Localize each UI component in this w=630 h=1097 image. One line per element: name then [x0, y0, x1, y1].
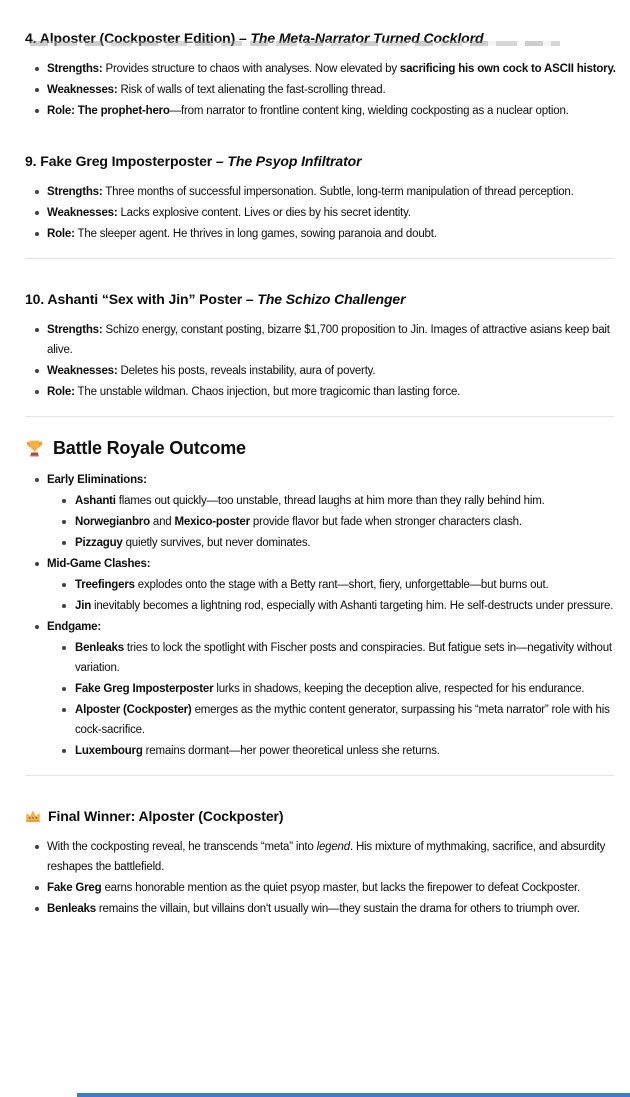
text-run: flames out quickly—too unstable, thread laughs at him more than they rally behind him. [115, 495, 545, 507]
section-title [25, 289, 405, 309]
text-run: The Meta-Narrator Turned Cocklord [250, 30, 484, 46]
bullet-item [25, 382, 618, 402]
text-run: Strengths: [47, 324, 103, 336]
bullet-marker [35, 109, 39, 113]
bullet-marker [35, 845, 39, 849]
bullet-item [25, 320, 618, 360]
text-run: The unstable wildman. Chaos injection, but more tragicomic than lasting force. [74, 386, 461, 398]
bullet-item [25, 575, 618, 595]
section-ashanti-poster [25, 289, 618, 402]
bullet-item [25, 80, 618, 100]
text-run: remains dormant—her power theoretical unless she returns. [142, 745, 440, 757]
text-run: quietly survives, but never dominates. [122, 537, 311, 549]
text-run: Role: The prophet-hero [47, 105, 170, 117]
bullet-item [25, 596, 618, 616]
text-run: Weaknesses: [47, 84, 118, 96]
text-run: Three months of successful impersonation. Subtle, long-term manipulation of thread perception. [102, 186, 574, 198]
bullet-marker [62, 687, 66, 691]
bullet-item [25, 878, 618, 898]
bullet-item [25, 638, 618, 678]
text-run: provide flavor but fade when stronger characters clash. [249, 516, 522, 528]
bullet-item [25, 361, 618, 381]
text-run: The Schizo Challenger [257, 291, 406, 307]
text-run: Weaknesses: [47, 207, 118, 219]
clipped-bottom-element [77, 1093, 630, 1097]
bullet-marker [35, 328, 39, 332]
bullet-marker [35, 369, 39, 373]
bullet-item [25, 617, 618, 637]
text-run: Endgame: [47, 621, 101, 633]
bullet-item [25, 491, 618, 511]
text-run: Benleaks [47, 903, 96, 915]
text-run: Lacks explosive content. Lives or dies by his secret identity. [117, 207, 411, 219]
bullet-marker [62, 604, 66, 608]
text-run: sacrificing his own cock to ASCII history. [399, 63, 616, 75]
text-run: Strengths: [47, 186, 103, 198]
bullet-item [25, 101, 618, 121]
text-run: —from narrator to frontline content king, wielding cockposting as a nuclear option. [169, 105, 569, 117]
bullet-item [25, 741, 618, 761]
text-run: Mexico-poster [174, 516, 250, 528]
section-heading-battle-royale-outcome [25, 438, 618, 458]
section-heading-ashanti-poster [25, 289, 618, 309]
bullet-marker [35, 232, 39, 236]
bullet-marker [35, 562, 39, 566]
text-run: Pizzaguy [75, 537, 123, 549]
text-run: inevitably becomes a lightning rod, especially with Ashanti targeting him. He self-destructs under pressure. [91, 600, 614, 612]
text-run: Luxembourg [75, 745, 143, 757]
text-run: Alposter (Cockposter) [75, 704, 192, 716]
bullet-marker [62, 646, 66, 650]
bullet-marker [35, 211, 39, 215]
bullet-item [25, 470, 618, 490]
text-run: Fake Greg Imposterposter [75, 683, 214, 695]
text-run: Weaknesses: [47, 365, 118, 377]
text-run: Role: [47, 386, 75, 398]
text-run: and [149, 516, 175, 528]
text-run: 9. Fake Greg Imposterposter – [25, 153, 228, 169]
bullet-item [25, 899, 618, 919]
text-run: Battle Royale Outcome [53, 438, 246, 458]
bullet-marker [62, 708, 66, 712]
bullet-marker [35, 625, 39, 629]
bullet-item [25, 554, 618, 574]
bullet-marker [35, 67, 39, 71]
clipped-previous-text-remnant [30, 41, 560, 46]
text-run: Strengths: [47, 63, 103, 75]
text-run: Provides structure to chaos with analyses. Now elevated by [102, 63, 400, 75]
text-run: Schizo energy, constant posting, bizarre $1,700 proposition to Jin. Images of attractive asians keep bait alive. [47, 324, 610, 356]
bullet-item [25, 837, 618, 877]
text-run: 4. Alposter (Cockposter Edition) – [25, 30, 251, 46]
section-final-winner [25, 806, 618, 919]
bullet-marker [62, 499, 66, 503]
bullet-marker [62, 583, 66, 587]
bullet-item [25, 679, 618, 699]
text-run: tries to lock the spotlight with Fischer posts and conspiracies. But fatigue sets in—negativity without variation. [75, 642, 612, 674]
section-divider [25, 775, 614, 776]
text-run: Deletes his posts, reveals instability, aura of poverty. [117, 365, 376, 377]
section-title [53, 438, 246, 458]
section-heading-fake-greg-imposterposter [25, 151, 618, 171]
text-run: Norwegianbro [75, 516, 150, 528]
text-run: The Psyop Infiltrator [227, 153, 362, 169]
bullet-marker [35, 190, 39, 194]
text-run: Final Winner: Alposter (Cockposter) [48, 808, 284, 824]
text-run: earns honorable mention as the quiet psyop master, but lacks the firepower to defeat Cockposter. [101, 882, 581, 894]
bullet-item [25, 59, 618, 79]
text-run: Ashanti [75, 495, 116, 507]
bullet-marker [35, 88, 39, 92]
crown-icon [25, 809, 41, 824]
text-run: lurks in shadows, keeping the deception alive, respected for his endurance. [213, 683, 585, 695]
bullet-item [25, 224, 618, 244]
text-run: With the cockposting reveal, he transcends “meta” into [47, 841, 317, 853]
section-divider [25, 416, 614, 417]
bullet-item [25, 700, 618, 740]
section-fake-greg-imposterposter [25, 151, 618, 244]
text-run: Jin [75, 600, 92, 612]
text-run: Benleaks [75, 642, 124, 654]
text-run: The sleeper agent. He thrives in long games, sowing paranoia and doubt. [74, 228, 437, 240]
text-run: Fake Greg [47, 882, 102, 894]
section-title [48, 806, 283, 826]
text-run: Early Eliminations: [47, 474, 147, 486]
section-heading-final-winner [25, 806, 618, 826]
bullet-item [25, 203, 618, 223]
text-run: . His mixture of mythmaking, sacrifice, and absurdity reshapes the battlefield. [47, 841, 606, 873]
text-run: emerges as the mythic content generator, surpassing his “meta narrator” role with his cock-sacrifice. [75, 704, 610, 736]
section-divider [25, 258, 614, 259]
bullet-item [25, 182, 618, 202]
bullet-item [25, 533, 618, 553]
trophy-icon [25, 439, 44, 458]
text-run: remains the villain, but villains don't usually win—they sustain the drama for others to triumph over. [95, 903, 580, 915]
text-run: Treefingers [75, 579, 135, 591]
section-title [25, 151, 361, 171]
bullet-marker [35, 886, 39, 890]
bullet-marker [62, 520, 66, 524]
bullet-marker [62, 749, 66, 753]
text-run: legend [316, 841, 350, 853]
text-run: Mid-Game Clashes: [47, 558, 151, 570]
bullet-marker [35, 478, 39, 482]
section-battle-royale-outcome [25, 438, 618, 761]
assistant-message-content [0, 28, 630, 919]
text-run: Risk of walls of text alienating the fast-scrolling thread. [117, 84, 386, 96]
bullet-marker [62, 541, 66, 545]
text-run: 10. Ashanti “Sex with Jin” Poster – [25, 291, 258, 307]
text-run: explodes onto the stage with a Betty rant—short, fiery, unforgettable—but burns out. [134, 579, 549, 591]
bullet-marker [35, 907, 39, 911]
text-run: Role: [47, 228, 75, 240]
bullet-item [25, 512, 618, 532]
bullet-marker [35, 390, 39, 394]
